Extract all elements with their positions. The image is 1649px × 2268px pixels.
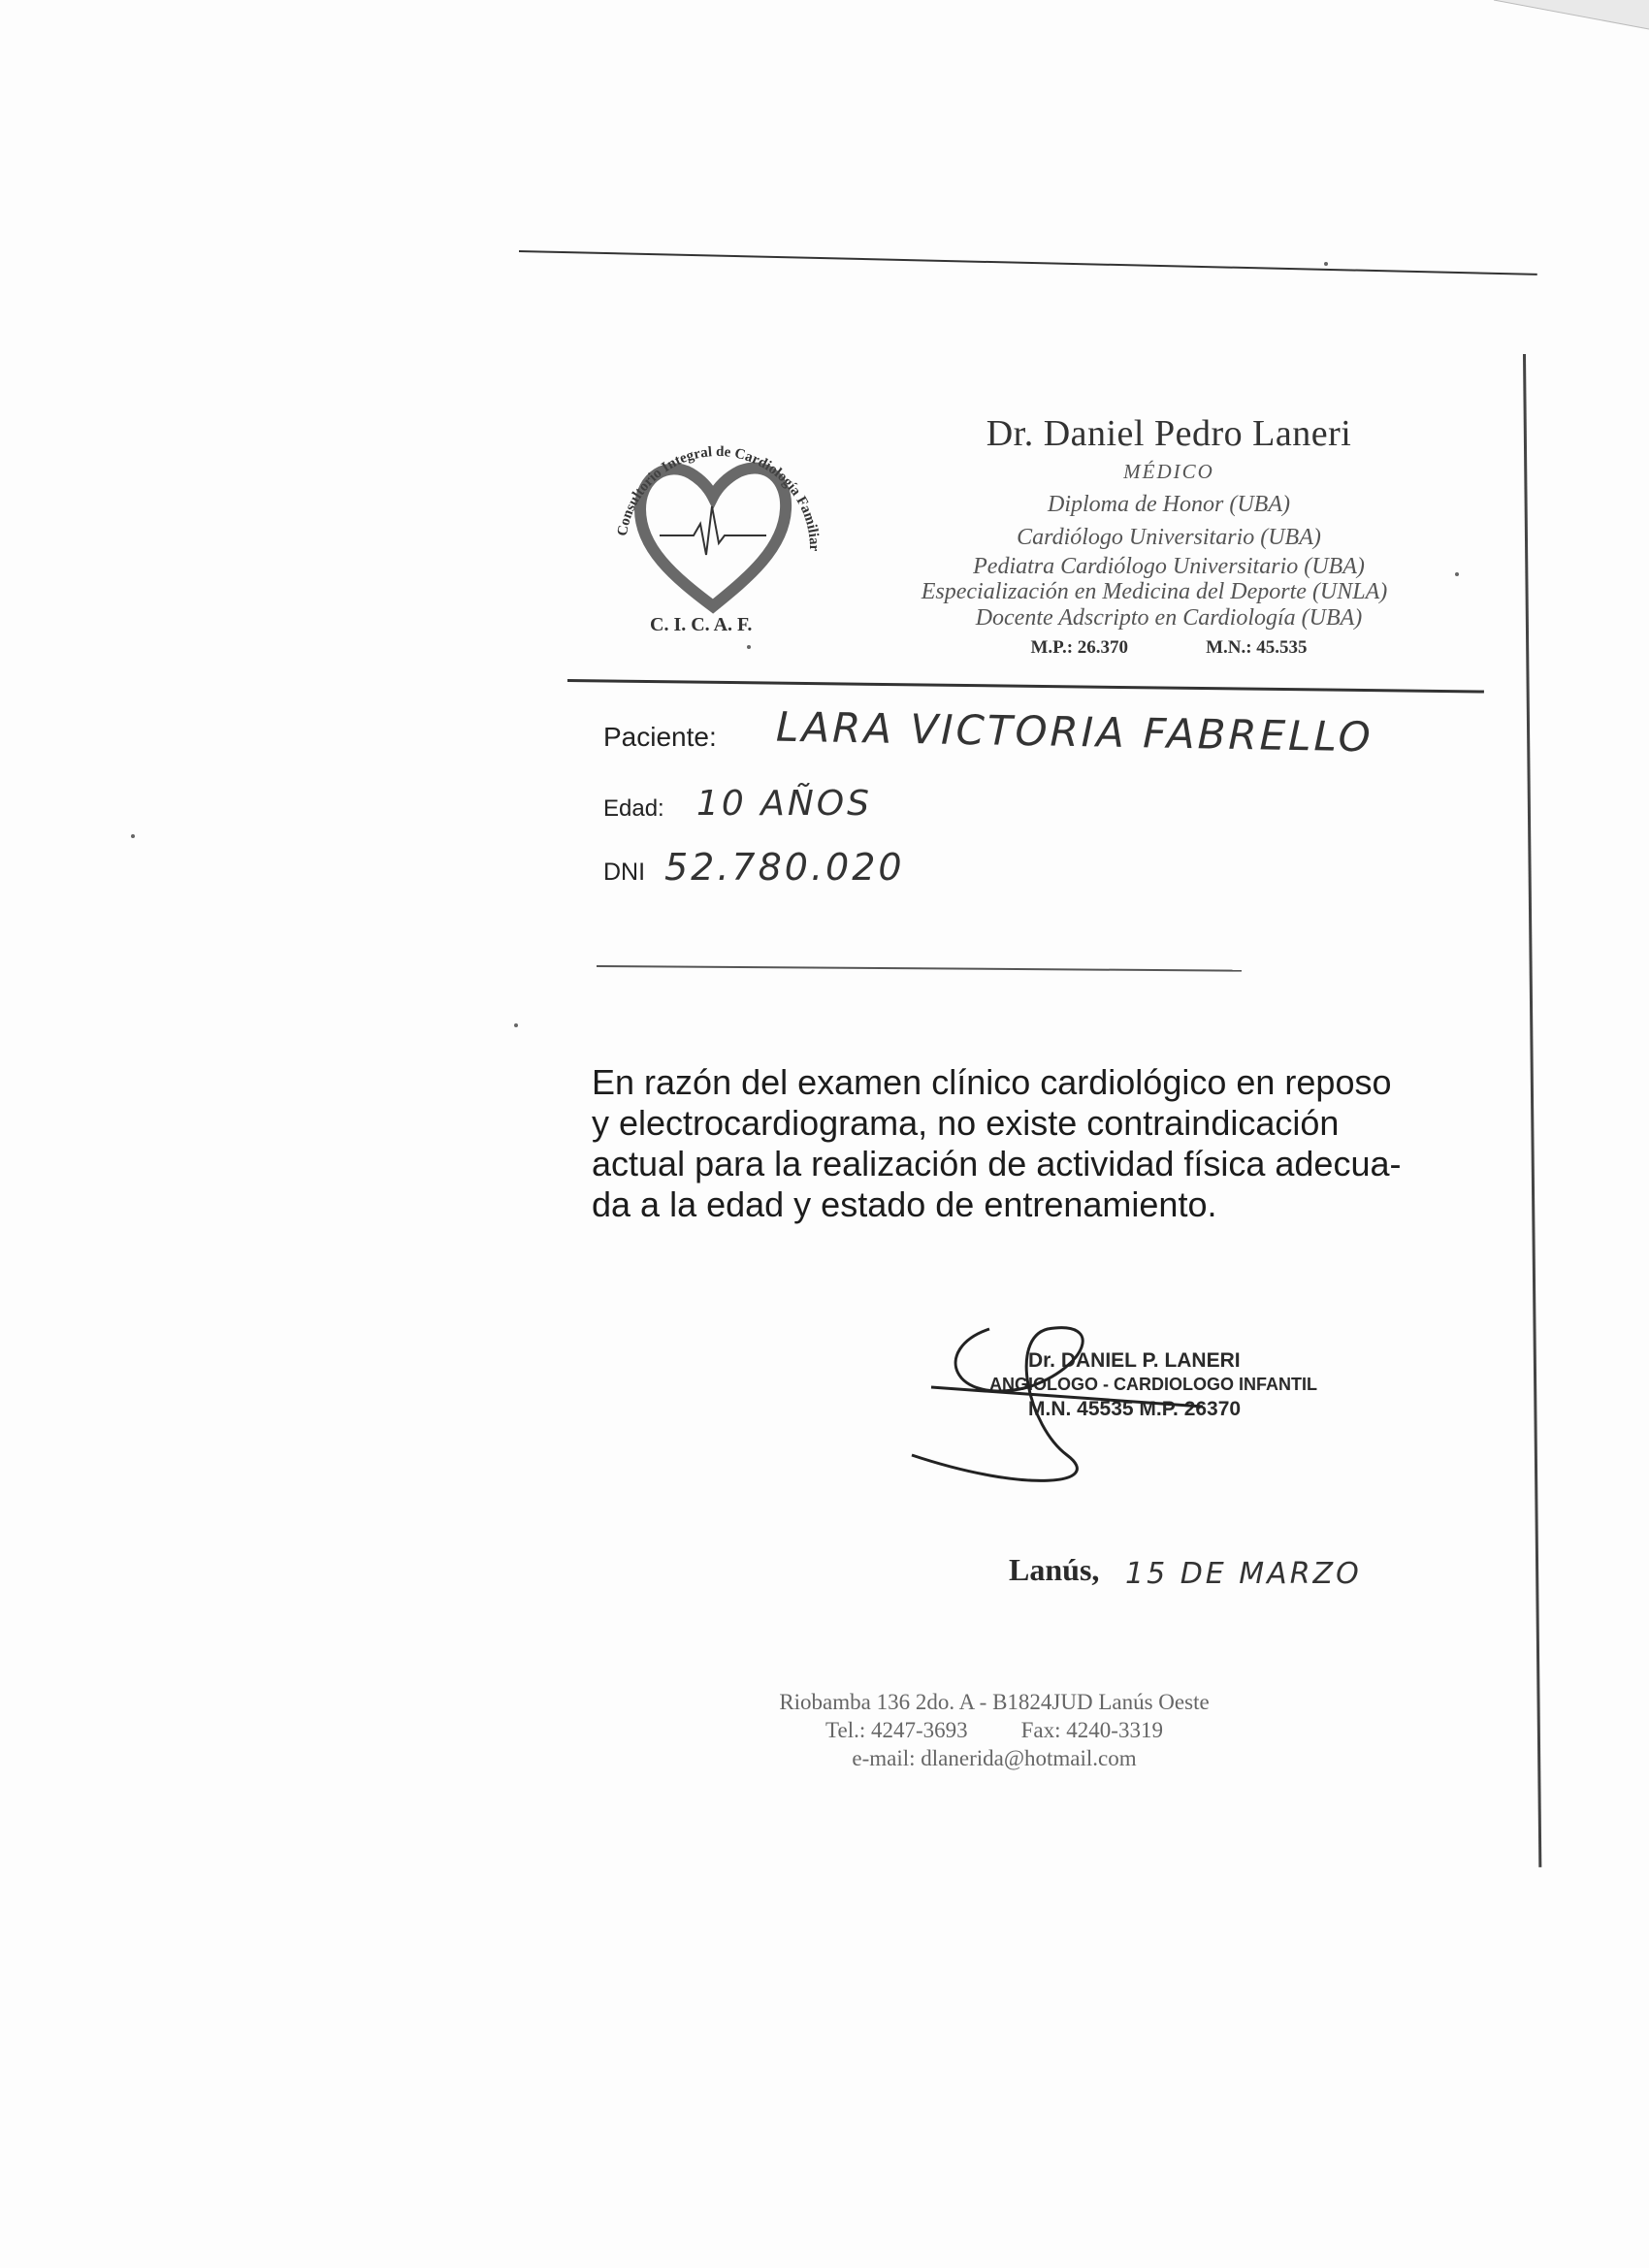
- date-handwritten: 15 DE MARZO: [1125, 1557, 1362, 1591]
- statement-line: da a la edad y estado de entrenamiento.: [592, 1184, 1217, 1224]
- scan-speck: [131, 834, 135, 838]
- handwritten-signature: [873, 1310, 1280, 1504]
- dni-label: DNI: [603, 859, 646, 886]
- credential-line: Pediatra Cardiólogo Universitario (UBA): [973, 554, 1365, 579]
- doctor-name: Dr. Daniel Pedro Laneri: [986, 413, 1352, 454]
- letterhead: [854, 412, 1484, 659]
- patient-name-handwritten: LARA VICTORIA FABRELLO: [775, 702, 1374, 761]
- place-label: Lanús,: [1009, 1552, 1100, 1587]
- ecg-trace-icon: [660, 506, 766, 555]
- statement-line: actual para la realización de actividad física adecua-: [592, 1144, 1402, 1183]
- letterhead-footer: [713, 1688, 1276, 1772]
- mn-number: M.N.: 45.535: [1206, 637, 1308, 658]
- stamp-registration: M.N. 45535 M.P. 26370: [1028, 1398, 1242, 1420]
- seal-arc-text: Consultorio Integral de Cardiología Familiar: [614, 443, 823, 552]
- scan-speck: [1324, 262, 1328, 266]
- patient-label: Paciente:: [603, 722, 717, 752]
- header-divider: [567, 679, 1484, 694]
- credential-line: Cardiólogo Universitario (UBA): [1017, 525, 1321, 550]
- right-border-line: [1523, 354, 1541, 1867]
- top-cut-line: [519, 250, 1537, 275]
- patient-divider: [597, 965, 1242, 972]
- footer-address: Riobamba 136 2do. A - B1824JUD Lanús Oeste: [779, 1690, 1210, 1714]
- age-handwritten: 10 AÑOS: [696, 784, 872, 824]
- credential-line: Especialización en Medicina del Deporte (UNLA): [921, 579, 1388, 604]
- mp-number: M.P.: 26.370: [1030, 637, 1129, 658]
- credential-line: Diploma de Honor (UBA): [1048, 492, 1290, 517]
- statement-line: En razón del examen clínico cardiológico en reposo: [592, 1062, 1392, 1102]
- stamp-name: Dr. DANIEL P. LANERI: [1028, 1349, 1241, 1372]
- clinic-seal: [582, 378, 834, 669]
- scan-paper-edge: [0, 0, 1649, 97]
- dni-handwritten: 52.780.020: [664, 846, 905, 889]
- age-label: Edad:: [603, 795, 664, 822]
- heart-outline-icon: [640, 468, 786, 606]
- statement-line: y electrocardiograma, no existe contraindicación: [592, 1103, 1340, 1143]
- medical-statement: [592, 1062, 1474, 1225]
- credential-line: Docente Adscripto en Cardiología (UBA): [975, 605, 1363, 631]
- doctor-title: MÉDICO: [1123, 460, 1214, 483]
- footer-tel: Tel.: 4247-3693: [825, 1718, 968, 1742]
- seal-initials: C. I. C. A. F.: [650, 614, 753, 635]
- footer-email: e-mail: dlanerida@hotmail.com: [852, 1746, 1137, 1770]
- stamp-specialty: ANGIOLOGO - CARDIOLOGO INFANTIL: [989, 1375, 1317, 1394]
- scan-speck: [514, 1023, 518, 1027]
- footer-fax: Fax: 4240-3319: [1020, 1718, 1163, 1742]
